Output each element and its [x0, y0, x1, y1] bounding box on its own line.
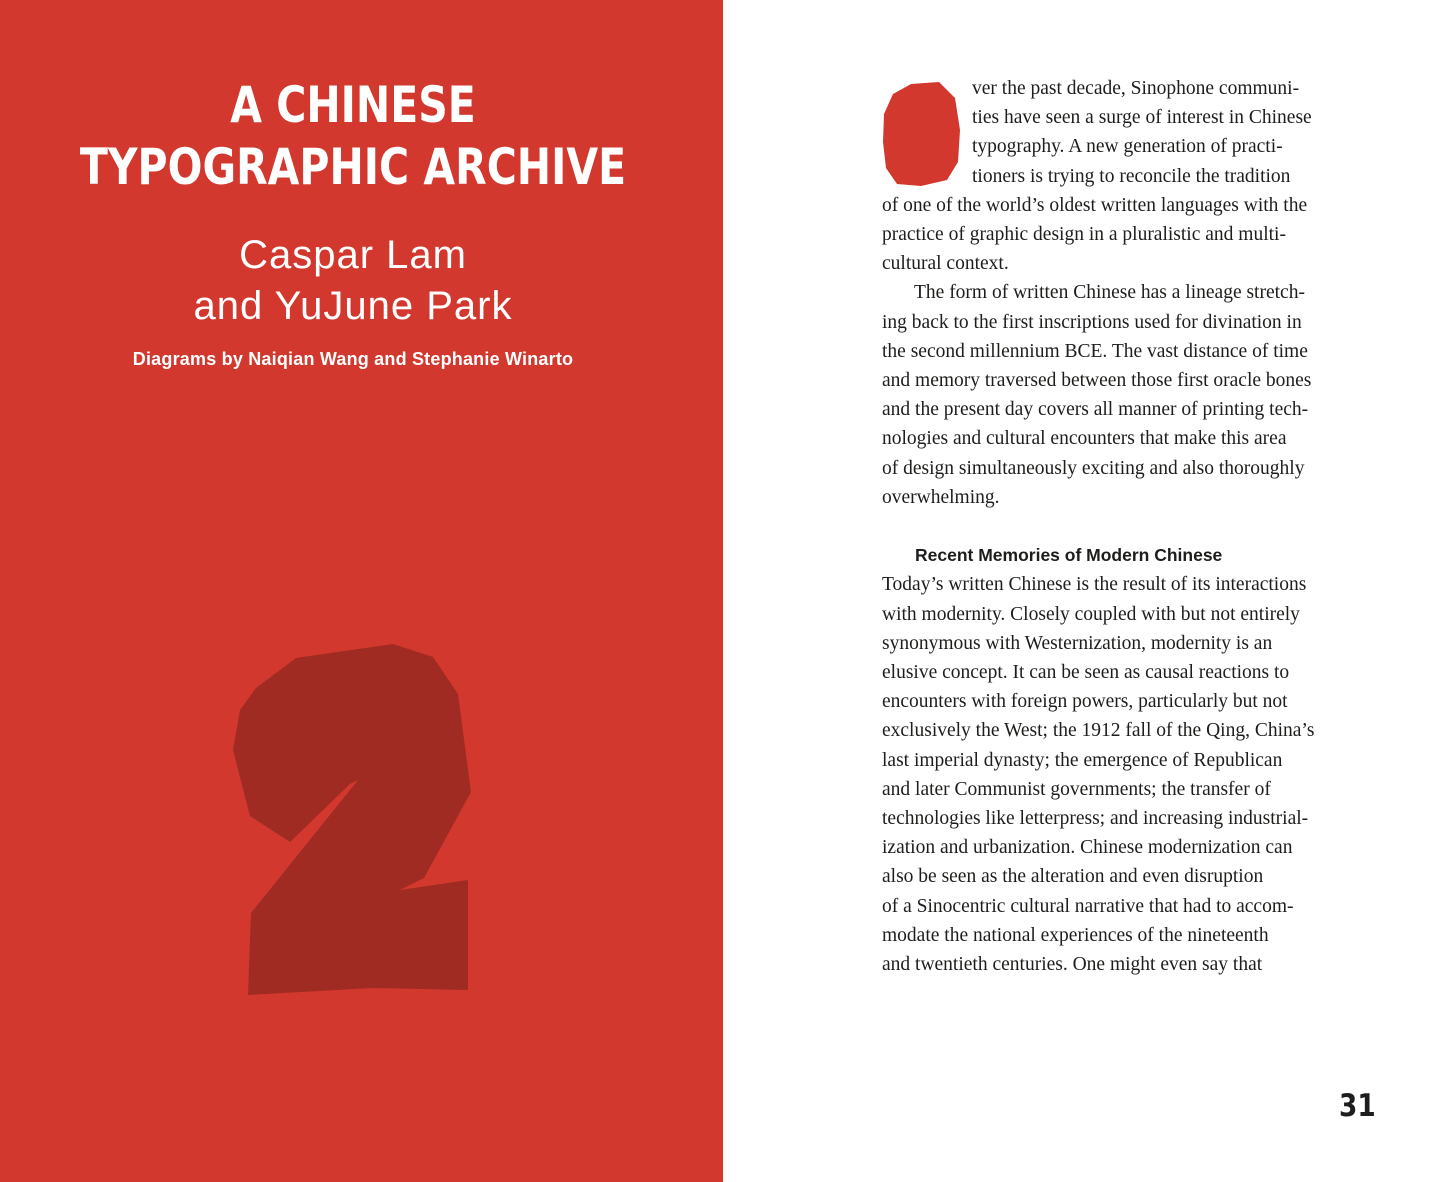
paragraph-3-line: also be seen as the alteration and even disruption — [882, 866, 1264, 888]
paragraph-3-line: encounters with foreign powers, particularly but not — [882, 691, 1288, 713]
page-number: 31 — [1339, 1088, 1376, 1124]
chapter-numeral-two-graphic — [228, 640, 478, 1000]
paragraph-3-line: elusive concept. It can be seen as causal reactions to — [882, 662, 1290, 684]
chapter-title-line-2: TYPOGRAPHIC ARCHIVE — [79, 138, 627, 196]
paragraph-2-line: and memory traversed between those first oracle bones — [882, 370, 1312, 392]
paragraph-1-line: practice of graphic design in a pluralistic and multi- — [882, 224, 1286, 246]
paragraph-1-line: typography. A new generation of practi- — [972, 136, 1283, 158]
paragraph-1-line: of one of the world’s oldest written languages with the — [882, 194, 1308, 216]
chapter-authors — [0, 230, 706, 332]
paragraph-3-line: exclusively the West; the 1912 fall of the Qing, China’s — [882, 720, 1315, 742]
section-heading: Recent Memories of Modern Chinese — [915, 545, 1223, 566]
chapter-title — [64, 74, 643, 198]
paragraph-3-line: last imperial dynasty; the emergence of Republican — [882, 749, 1283, 771]
paragraph-2-line: overwhelming. — [882, 486, 1000, 508]
chapter-title-line-1: A CHINESE — [230, 76, 476, 134]
paragraph-1-line: ties have seen a surge of interest in Chinese — [972, 107, 1312, 129]
body-text — [882, 74, 1362, 979]
author-line-1: Caspar Lam — [239, 233, 467, 277]
paragraph-3-line: synonymous with Westernization, modernity is an — [882, 632, 1273, 654]
paragraph-2-line: the second millennium BCE. The vast distance of time — [882, 340, 1308, 362]
paragraph-2-line: of design simultaneously exciting and also thoroughly — [882, 457, 1305, 479]
paragraph-3-line: Today’s written Chinese is the result of its interactions — [882, 574, 1307, 596]
paragraph-3-line: and twentieth centuries. One might even say that — [882, 954, 1263, 976]
paragraph-1-line: cultural context. — [882, 253, 1009, 275]
paragraph-3-line: with modernity. Closely coupled with but not entirely — [882, 603, 1300, 625]
author-line-2: and YuJune Park — [193, 284, 513, 328]
section-gap — [882, 512, 1362, 541]
paragraph-2-line: The form of written Chinese has a lineage stretch- — [914, 282, 1305, 304]
paragraph-1-line: ver the past decade, Sinophone communi- — [972, 78, 1300, 99]
paragraph-3-line: technologies like letterpress; and increasing industrial- — [882, 808, 1309, 830]
paragraph-3-line: of a Sinocentric cultural narrative that had to accom- — [882, 895, 1294, 917]
paragraph-2-line: ing back to the first inscriptions used for divination in — [882, 311, 1302, 333]
paragraph-3-line: modate the national experiences of the nineteenth — [882, 924, 1269, 946]
paragraph-2-line: nologies and cultural encounters that make this area — [882, 428, 1287, 450]
diagrams-credit: Diagrams by Naiqian Wang and Stephanie Winarto — [132, 349, 574, 369]
paragraph-2-line: and the present day covers all manner of printing tech- — [882, 399, 1309, 421]
paragraph-3-line: and later Communist governments; the transfer of — [882, 778, 1271, 800]
paragraph-1-line: tioners is trying to reconcile the tradition — [972, 165, 1291, 187]
text-page — [723, 0, 1445, 1182]
paragraph-3-line: ization and urbanization. Chinese modernization can — [882, 837, 1293, 859]
